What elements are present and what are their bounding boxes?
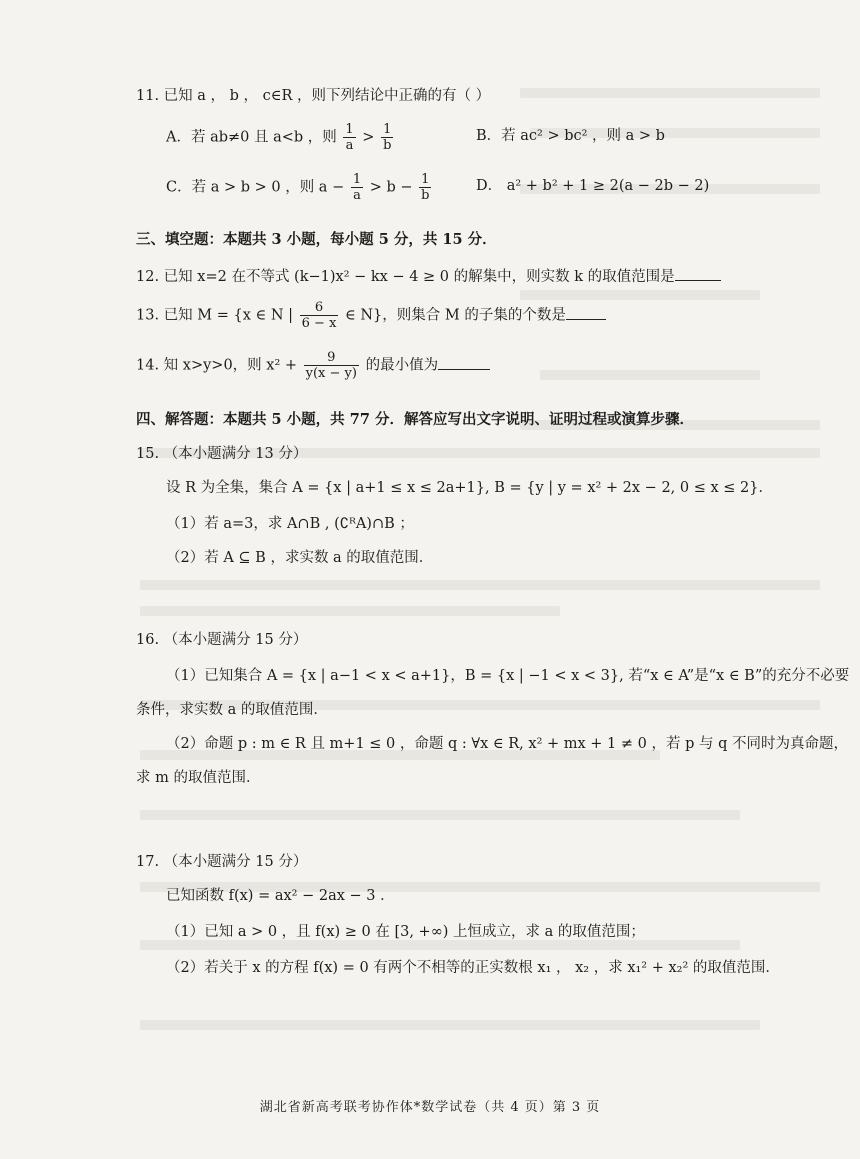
q11-option-c-frac-right: $\frac{1}{b}$: [421, 172, 430, 203]
q17-title: 17. （本小题满分 15 分）: [136, 854, 308, 870]
q17-part-2: （2）若关于 x 的方程 f(x) = 0 有两个不相等的正实数根 x₁ ， x₂ ，求 x₁² + x₂² 的取值范围．: [166, 960, 780, 976]
q11-option-c-text: C．若 a > b > 0 ，则 a −: [166, 179, 345, 196]
q16-part-1a: （1）已知集合 A = {x | a−1 < x < a+1}，B = {x | −1 < x < 3}, 若“x ∈ A”是“x ∈ B”的充分不必要: [166, 668, 850, 684]
q13-frac: $\frac{6}{6 - x}$: [301, 300, 337, 331]
q13: 13. 已知 M = {x ∈ N | $\frac{6}{6 - x}$ ∈ N}，则集合 M 的子集的个数是: [136, 300, 606, 331]
q11-option-c-frac-left: $\frac{1}{a}$: [352, 172, 362, 203]
q12-answer-blank[interactable]: [675, 266, 721, 281]
q16-part-2a: （2）命题 p : m ∈ R 且 m+1 ≤ 0 ，命题 q : ∀x ∈ R, x² + mx + 1 ≠ 0 ，若 p 与 q 不同时为真命题，: [166, 736, 848, 752]
q11-option-b: B．若 ac² > bc² ，则 a > b: [476, 128, 665, 144]
q11-option-a-text: A．若 ab≠0 且 a<b ，则: [166, 129, 337, 146]
q12-text: 12. 已知 x=2 在不等式 (k−1)x² − kx − 4 ≥ 0 的解集中，则实数 k 的取值范围是: [136, 269, 675, 285]
q15-part-2: （2）若 A ⊆ B ，求实数 a 的取值范围．: [166, 550, 434, 566]
q14-frac: $\frac{9}{y(x - y)}$: [305, 350, 357, 381]
page-footer: 湖北省新高考联考协作体*数学试卷（共 4 页）第 3 页: [259, 1100, 601, 1115]
q14-text: 14. 知 x>y>0，则 x² +: [136, 357, 298, 374]
q11-option-a-frac-left: $\frac{1}{a}$: [345, 122, 354, 153]
q11-option-a: A．若 ab≠0 且 a<b ，则 $\frac{1}{a}$ > $\frac{1}{b}$: [166, 122, 392, 153]
q15-title: 15. （本小题满分 13 分）: [136, 446, 308, 462]
q11-option-d: D． a² + b² + 1 ≥ 2(a − 2b − 2): [476, 178, 710, 194]
q17-stem: 已知函数 f(x) = ax² − 2ax − 3 ．: [166, 888, 395, 904]
q15-part-1: （1）若 a=3，求 A∩B , (∁ᴿA)∩B ；: [166, 516, 414, 532]
section-4-heading: 四、解答题：本题共 5 小题，共 77 分．解答应写出文字说明、证明过程或演算步骤．: [136, 411, 694, 428]
q15-stem: 设 R 为全集，集合 A = {x | a+1 ≤ x ≤ 2a+1}, B = {y | y = x² + 2x − 2, 0 ≤ x ≤ 2}．: [166, 480, 773, 496]
section-3-heading: 三、填空题：本题共 3 小题，每小题 5 分，共 15 分．: [136, 231, 497, 248]
q11-option-c: C．若 a > b > 0 ，则 a − $\frac{1}{a}$ > b − $\frac{1}{b}$: [166, 172, 430, 203]
q11-option-a-frac-right: $\frac{1}{b}$: [383, 122, 392, 153]
q17-part-1: （1）已知 a > 0 ，且 f(x) ≥ 0 在 [3, +∞) 上恒成立，求 a 的取值范围；: [166, 924, 645, 940]
q13-answer-blank[interactable]: [566, 305, 606, 320]
q11-stem: 11. 已知 a ， b ， c∈R ，则下列结论中正确的有（ ）: [136, 88, 491, 104]
q16-part-2b: 求 m 的取值范围．: [136, 770, 261, 786]
q13-text: 13. 已知 M = {x ∈ N |: [136, 307, 294, 324]
q14: 14. 知 x>y>0，则 x² + $\frac{9}{y(x - y)}$ 的最小值为: [136, 350, 490, 381]
q14-answer-blank[interactable]: [438, 355, 490, 370]
q12: [136, 266, 721, 287]
q16-part-1b: 条件，求实数 a 的取值范围．: [136, 702, 328, 718]
q16-title: 16. （本小题满分 15 分）: [136, 632, 308, 648]
